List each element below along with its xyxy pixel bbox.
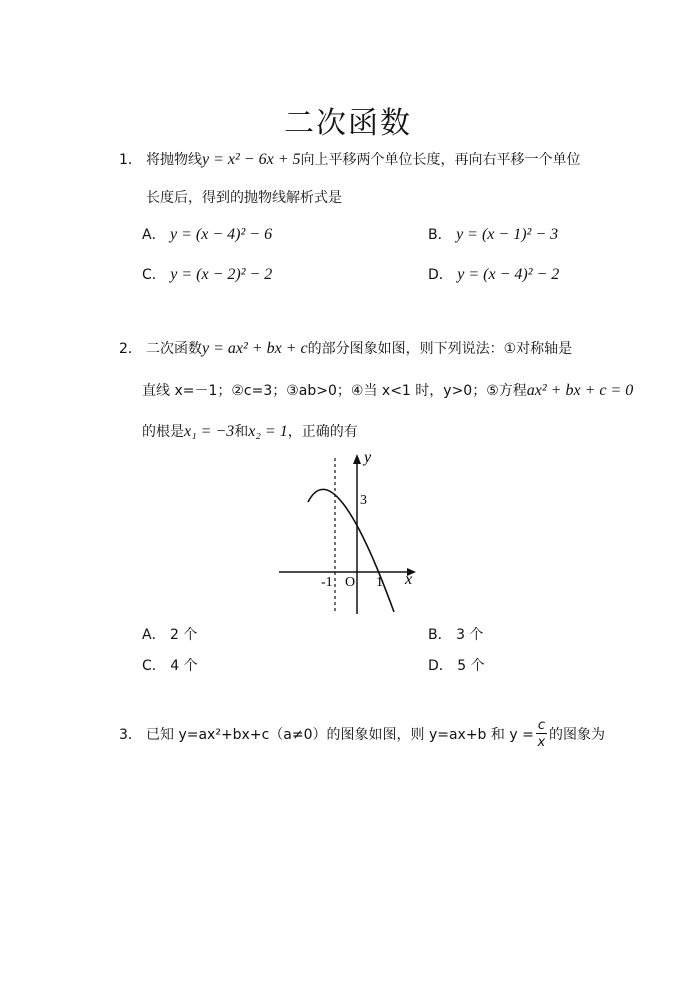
option-label: B． [428, 227, 452, 243]
option-text: 2 个 [170, 627, 198, 643]
question-text-line1 [146, 149, 581, 169]
option-expression: y = (x − 1)² − 3 [456, 226, 559, 243]
math-expression: y = ax² + bx + c [202, 340, 308, 357]
math-expression: x₂ = 1 [248, 423, 288, 440]
page-title: 二次函数 [284, 106, 412, 141]
option-expression: y = (x − 4)² − 2 [457, 266, 560, 283]
y-axis-arrow [353, 454, 361, 464]
option-c[interactable] [142, 264, 272, 284]
question-text: 的根是 [142, 424, 184, 440]
question-text: 和 [234, 424, 249, 440]
parabola-graph [276, 448, 421, 616]
option-label: B． [428, 627, 452, 643]
option-text: 4 个 [170, 658, 198, 674]
question-number: 3． [119, 727, 142, 743]
question-text-line1 [146, 714, 605, 754]
option-c[interactable] [142, 655, 198, 675]
option-d[interactable] [428, 655, 485, 675]
math-expression: x₁ = −3 [184, 423, 235, 440]
fraction-numerator: c [537, 718, 545, 733]
question-text-line2: 长度后，得到的抛物线解析式是 [146, 190, 342, 206]
question-text-line2 [142, 380, 633, 400]
tick-label-1: 1 [376, 575, 383, 590]
option-d[interactable] [428, 264, 559, 284]
tick-label-neg1: -1 [321, 575, 333, 590]
y-axis-label: y [364, 449, 372, 466]
option-a[interactable] [142, 624, 197, 644]
option-label: C． [142, 267, 166, 283]
option-expression: y = (x − 4)² − 6 [170, 226, 273, 243]
question-number: 1． [119, 152, 142, 168]
option-label: A． [142, 227, 166, 243]
fraction [536, 719, 547, 749]
question-text: 二次函数 [146, 341, 202, 357]
math-expression: y = x² − 6x + 5 [202, 151, 301, 168]
question-text: 已知 y=ax²+bx+c（a≠0）的图象如图，则 y=ax+b 和 y = [146, 727, 534, 743]
fraction-denominator: x [537, 735, 546, 750]
question-text: 向上平移两个单位长度，再向右平移一个单位 [300, 152, 581, 168]
question-text: ，正确的有 [287, 424, 358, 440]
question-number: 2． [119, 341, 142, 357]
x-axis-label: x [405, 571, 413, 588]
question-text-line3 [142, 421, 358, 441]
option-b[interactable] [428, 224, 558, 244]
option-label: D． [428, 658, 453, 674]
parabola-curve [308, 489, 394, 612]
question-text: 的部分图象如图，则下列说法：①对称轴是 [307, 341, 573, 357]
option-label: A． [142, 627, 166, 643]
question-text: 将抛物线 [146, 152, 202, 168]
option-label: D． [428, 267, 453, 283]
option-expression: y = (x − 2)² − 2 [170, 266, 273, 283]
question-text-line1 [146, 338, 572, 358]
option-text: 5 个 [457, 658, 485, 674]
option-b[interactable] [428, 624, 483, 644]
tick-label-3: 3 [360, 493, 367, 508]
option-a[interactable] [142, 224, 272, 244]
math-expression: ax² + bx + c = 0 [526, 382, 634, 399]
question-text: 直线 x=－1；②c=3；③ab>0；④当 x<1 时，y>0；⑤方程 [142, 383, 527, 399]
option-label: C． [142, 658, 166, 674]
origin-label: O [345, 575, 356, 590]
option-text: 3 个 [456, 627, 484, 643]
question-text: 的图象为 [548, 727, 605, 743]
